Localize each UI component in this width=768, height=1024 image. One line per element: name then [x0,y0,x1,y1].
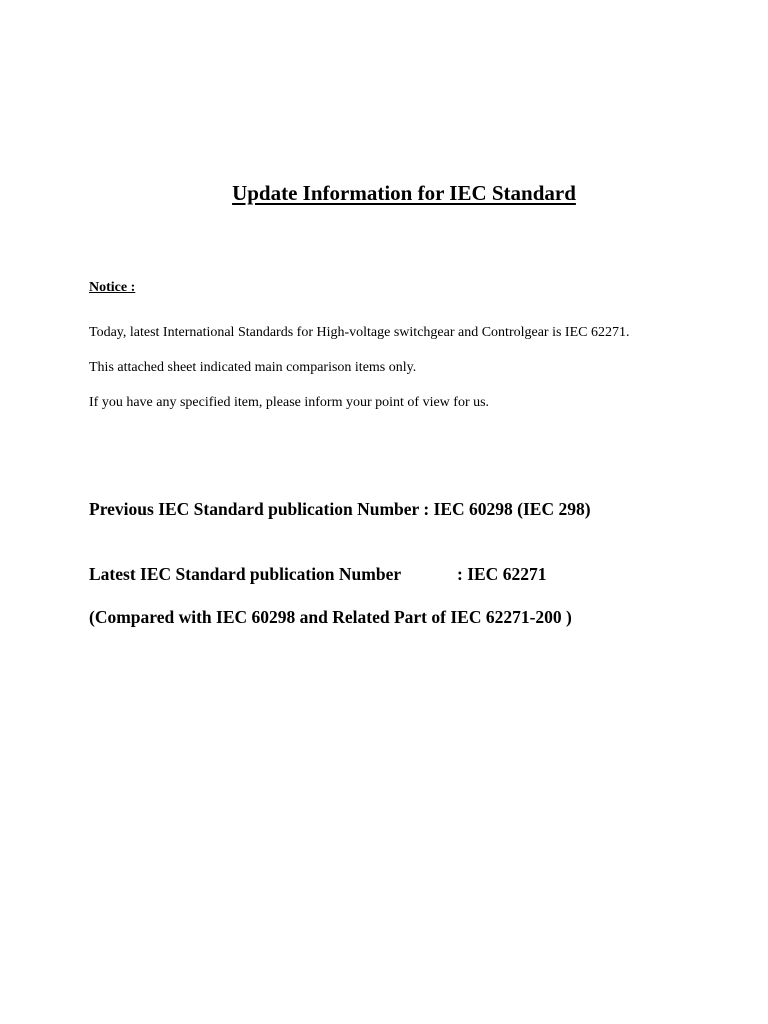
latest-standard-label: Latest IEC Standard publication Number [89,564,402,584]
notice-paragraph-1: Today, latest International Standards for High-voltage switchgear and Controlgear is IEC 62271. [89,325,630,340]
previous-standard-line: Previous IEC Standard publication Number : IEC 60298 (IEC 298) [89,499,591,519]
latest-standard-value: : IEC 62271 [457,564,547,584]
latest-standard-line [89,562,546,586]
comparison-note: (Compared with IEC 60298 and Related Part of IEC 62271-200 ) [89,607,572,627]
page-title: Update Information for IEC Standard [232,181,576,205]
notice-paragraph-3: If you have any specified item, please inform your point of view for us. [89,395,490,410]
notice-paragraph-2: This attached sheet indicated main comparison items only. [89,360,417,375]
notice-label: Notice : [89,280,136,295]
